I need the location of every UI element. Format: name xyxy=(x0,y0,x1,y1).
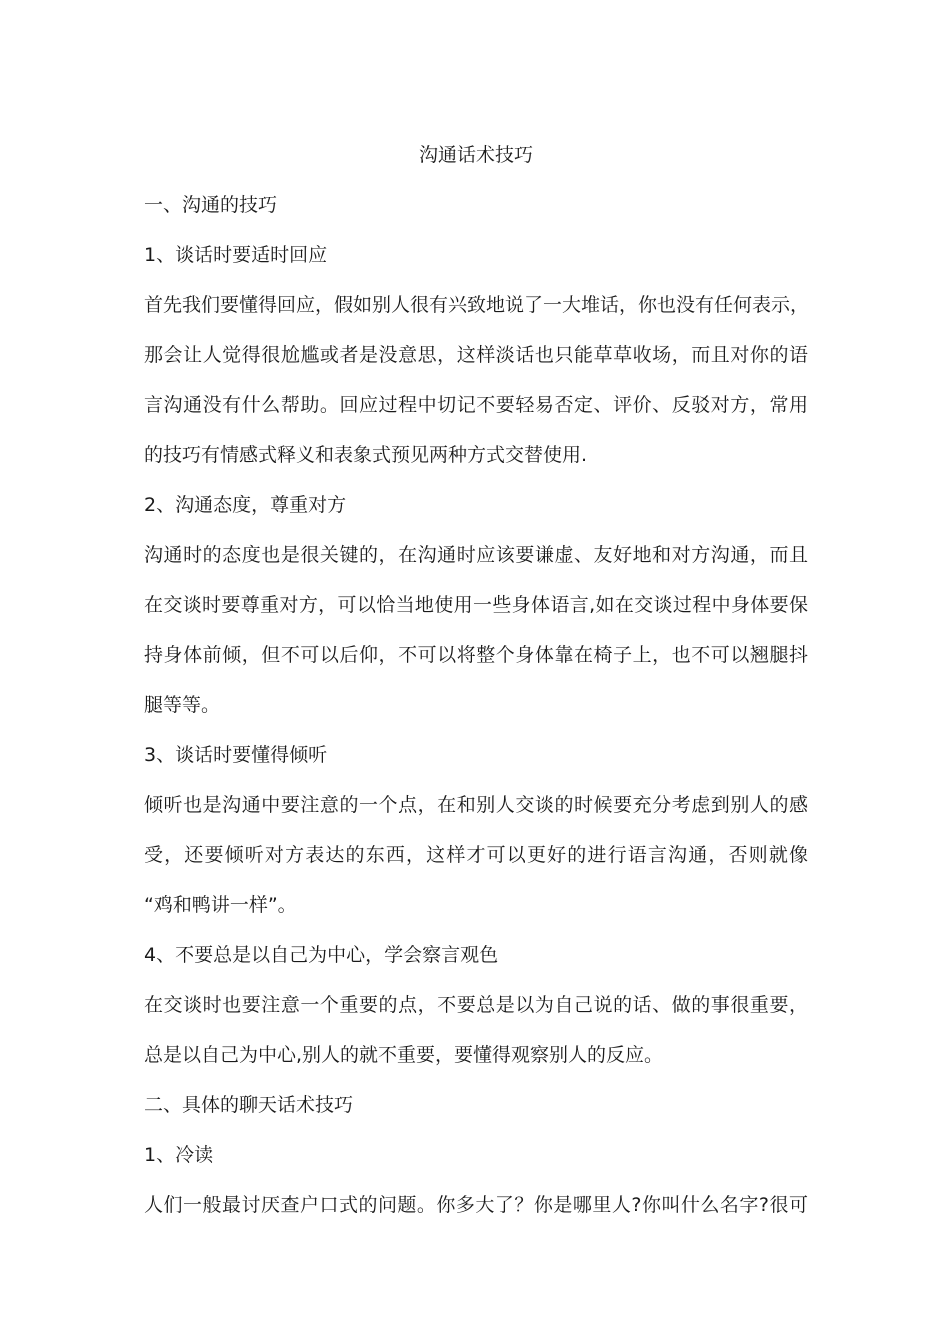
subsection-heading: 4、不要总是以自己为中心，学会察言观色 xyxy=(144,944,499,966)
paragraph-line: 那会让人觉得很尬尴或者是没意思，这样淡话也只能草草收场，而且对你的语 xyxy=(144,344,808,366)
paragraph-line: 人们一般最讨厌查户口式的问题。你多大了？你是哪里人?你叫什么名字?很可 xyxy=(144,1194,808,1216)
section-heading: 二、具体的聊天话术技巧 xyxy=(144,1094,354,1116)
paragraph-line: 在交谈时要尊重对方，可以恰当地使用一些身体语言,如在交谈过程中身体要保 xyxy=(144,594,808,616)
subsection-heading: 1、谈话时要适时回应 xyxy=(144,244,328,266)
document-page xyxy=(144,130,808,1230)
paragraph-line: “鸡和鸭讲一样”。 xyxy=(144,894,297,916)
subsection-heading: 3、谈话时要懂得倾听 xyxy=(144,744,328,766)
paragraph-line: 的技巧有情感式释义和表象式预见两种方式交替使用. xyxy=(144,444,588,466)
document-title: 沟通话术技巧 xyxy=(418,144,533,166)
paragraph-line: 持身体前倾，但不可以后仰，不可以将整个身体靠在椅子上，也不可以翘腿抖 xyxy=(144,644,808,666)
paragraph-line: 首先我们要懂得回应，假如别人很有兴致地说了一大堆话，你也没有任何表示， xyxy=(144,294,810,316)
section-heading: 一、沟通的技巧 xyxy=(144,194,278,216)
paragraph-line: 腿等等。 xyxy=(144,694,221,716)
paragraph-line: 总是以自己为中心,别人的就不重要，要懂得观察别人的反应。 xyxy=(144,1044,664,1066)
paragraph-line: 言沟通没有什么帮助。回应过程中切记不要轻易否定、评价、反驳对方，常用 xyxy=(144,394,808,416)
paragraph-line: 受，还要倾听对方表达的东西，这样才可以更好的进行语言沟通，否则就像 xyxy=(144,844,808,866)
paragraph-line: 在交谈时也要注意一个重要的点，不要总是以为自己说的话、做的事很重要， xyxy=(144,994,808,1016)
subsection-heading: 2、沟通态度，尊重对方 xyxy=(144,494,347,516)
subsection-heading: 1、冷读 xyxy=(144,1144,214,1166)
paragraph-line: 沟通时的态度也是很关键的，在沟通时应该要谦虚、友好地和对方沟通，而且 xyxy=(144,544,808,566)
paragraph-line: 倾听也是沟通中要注意的一个点，在和别人交谈的时候要充分考虑到别人的感 xyxy=(144,794,808,816)
